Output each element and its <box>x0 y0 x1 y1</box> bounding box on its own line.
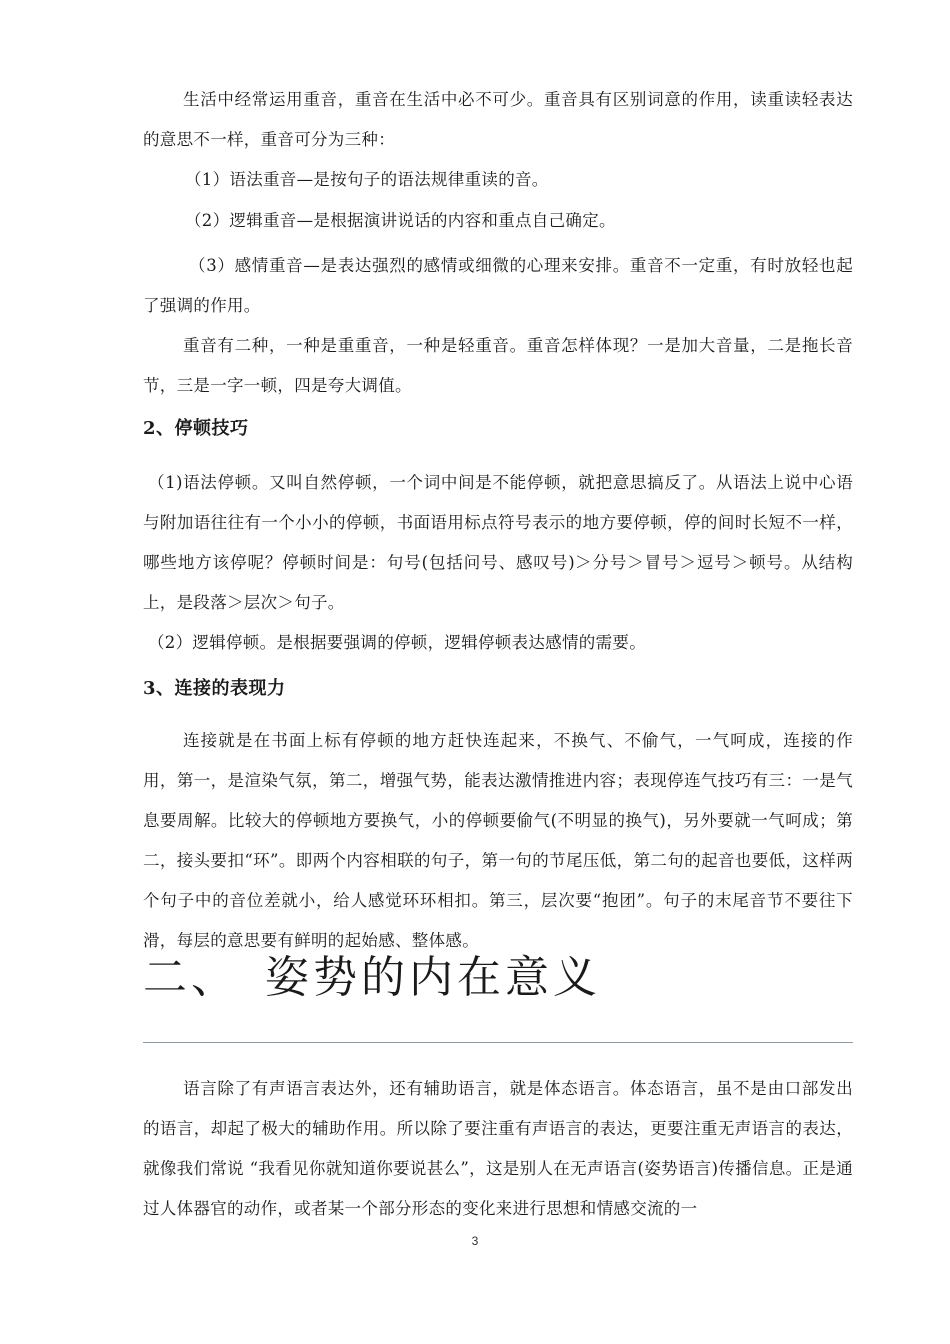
paragraph-stress-types: 重音有二种，一种是重重音，一种是轻重音。重音怎样体现？一是加大音量，二是拖长音节，三是一字一顿，四是夸大调值。 <box>143 336 853 395</box>
heading-title: 姿势的内在意义 <box>265 952 601 1003</box>
paragraph-logic-stress: （2）逻辑重音—是根据演讲说话的内容和重点自己确定。 <box>185 211 616 230</box>
paragraph-grammar-stress: （1）语法重音—是按句子的语法规律重读的音。 <box>185 170 549 189</box>
page-number: 3 <box>471 1234 479 1248</box>
heading-connection: 3、连接的表现力 <box>143 678 286 699</box>
heading-pause-skills: 2、停顿技巧 <box>143 418 249 439</box>
paragraph-grammar-pause: （1)语法停顿。又叫自然停顿，一个词中间是不能停顿，就把意思搞反了。从语法上说中心语与附加语往往有一个小小的停顿，书面语用标点符号表示的地方要停顿，停的间时长短不一样，哪些地方该停呢？停顿时间是：句号(包括问号、感叹号)＞分号＞冒号＞逗号＞顿号。从结构上，是段落＞层次＞句子。 <box>143 473 853 612</box>
paragraph-connection: 连接就是在书面上标有停顿的地方赶快连起来，不换气、不偷气，一气呵成，连接的作用，第一，是渲染气氛，第二，增强气势，能表达激情推进内容；表现停连气技巧有三：一是气息要周解。比较大的停顿地方要换气，小的停顿要偷气(不明显的换气)，另外要就一气呵成；第二，接头要扣“环”。即两个内容相联的句子，第一句的节尾压低，第二句的起音也要低，这样两个句子中的音位差就小，给人感觉环环相扣。第三，层次要“抱团”。句子的末尾音节不要往下滑，每层的意思要有鲜明的起始感、整体感。 <box>143 731 853 950</box>
paragraph-logic-pause: （2）逻辑停顿。是根据要强调的停顿，逻辑停顿表达感情的需要。 <box>148 633 646 652</box>
heading-number: 二、 <box>143 952 239 1003</box>
heading-divider <box>143 1042 853 1043</box>
paragraph-posture: 语言除了有声语言表达外，还有辅助语言，就是体态语言。体态语言，虽不是由口部发出的语言，却起了极大的辅助作用。所以除了要注重有声语言的表达，更要注重无声语言的表达，就像我们常说 “我看见你就知道你要说甚么”，这是别人在无声语言(姿势语言)传播信息。正是通过人体器官的动作，或者某一个部分形态的变化来进行思想和情感交流的一 <box>143 1079 853 1218</box>
paragraph-stress-intro: 生活中经常运用重音，重音在生活中必不可少。重音具有区别词意的作用，读重读轻表达的意思不一样，重音可分为三种： <box>143 90 853 149</box>
paragraph-emotion-stress: （3）感情重音—是表达强烈的感情或细微的心理来安排。重音不一定重，有时放轻也起了强调的作用。 <box>143 256 853 315</box>
heading-posture-meaning <box>143 948 601 1008</box>
